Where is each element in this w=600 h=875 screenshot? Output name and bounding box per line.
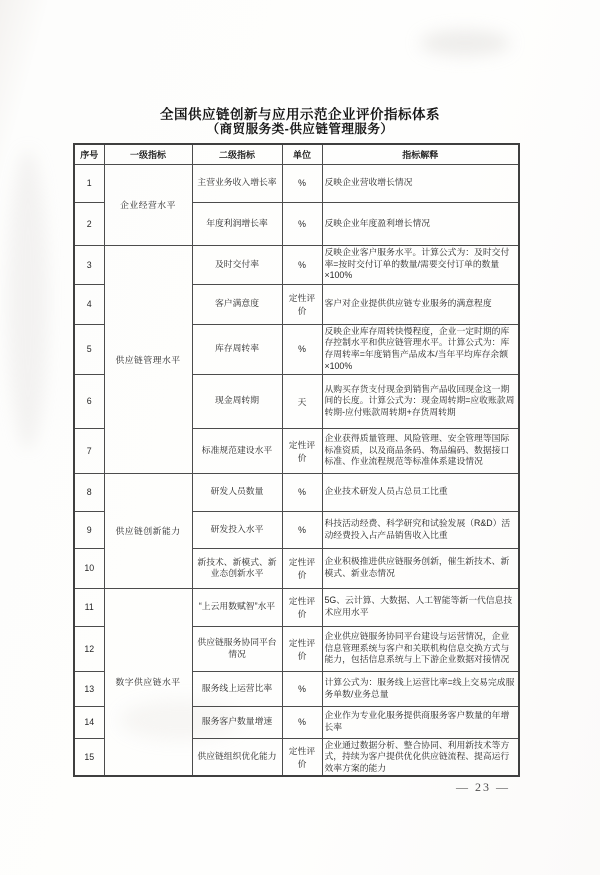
explanation-cell: 科技活动经费、科学研究和试验发展（R&D）活动经费投入占产品销售收入比重 [322, 511, 519, 548]
explanation-cell: 企业技术研发人员占总员工比重 [322, 473, 519, 511]
row-number-cell: 2 [74, 202, 104, 245]
table-row [74, 245, 519, 284]
level2-indicator-cell: 标准规范建设水平 [192, 428, 282, 473]
table-row [74, 473, 519, 511]
level1-indicator-cell: 供应链创新能力 [104, 473, 192, 588]
unit-cell: 定性评价 [282, 626, 322, 671]
explanation-cell: 从购买存货支付现金到销售产品收回现金这一期间的长度。计算公式为：现金周转期=应收账款周转期-应付账款周转期+存货周转期 [322, 374, 519, 428]
scan-smudge [420, 30, 510, 56]
unit-cell: 定性评价 [282, 284, 322, 324]
row-number-cell: 3 [74, 245, 104, 284]
explanation-cell: 反映企业客户服务水平。计算公式为：及时交付率=按时交付订单的数量/需要交付订单的数量×100% [322, 245, 519, 284]
header-level2: 二级指标 [192, 144, 282, 164]
header-explanation: 指标解释 [322, 144, 519, 164]
level2-indicator-cell: 服务线上运营比率 [192, 671, 282, 706]
row-number-cell: 1 [74, 164, 104, 202]
row-number-cell: 4 [74, 284, 104, 324]
unit-cell: % [282, 473, 322, 511]
unit-cell: 天 [282, 374, 322, 428]
unit-cell: 定性评价 [282, 738, 322, 776]
header-level1: 一级指标 [104, 144, 192, 164]
unit-cell: % [282, 164, 322, 202]
unit-cell: % [282, 511, 322, 548]
unit-cell: % [282, 324, 322, 374]
row-number-cell: 7 [74, 428, 104, 473]
explanation-cell: 反映企业年度盈利增长情况 [322, 202, 519, 245]
explanation-cell: 企业积极推进供应链服务创新，催生新技术、新模式、新业态情况 [322, 548, 519, 588]
row-number-cell: 9 [74, 511, 104, 548]
level2-indicator-cell: 研发人员数量 [192, 473, 282, 511]
level2-indicator-cell: 供应链组织优化能力 [192, 738, 282, 776]
header-no: 序号 [74, 144, 104, 164]
unit-cell: % [282, 706, 322, 738]
level2-indicator-cell: 供应链服务协同平台情况 [192, 626, 282, 671]
row-number-cell: 14 [74, 706, 104, 738]
explanation-cell: 5G、云计算、大数据、人工智能等新一代信息技术应用水平 [322, 588, 519, 626]
row-number-cell: 6 [74, 374, 104, 428]
unit-cell: 定性评价 [282, 428, 322, 473]
title-line-2: （商贸服务类-供应链管理服务） [206, 122, 394, 136]
header-unit: 单位 [282, 144, 322, 164]
level2-indicator-cell: 及时交付率 [192, 245, 282, 284]
explanation-cell: 客户对企业提供供应链专业服务的满意程度 [322, 284, 519, 324]
row-number-cell: 8 [74, 473, 104, 511]
unit-cell: % [282, 202, 322, 245]
level2-indicator-cell: 年度利润增长率 [192, 202, 282, 245]
document-title [0, 107, 600, 136]
row-number-cell: 13 [74, 671, 104, 706]
explanation-cell: 反映企业库存周转快慢程度，企业一定时期的库存控制水平和供应链管理水平。计算公式为：库存周转率=年度销售产品成本/当年平均库存余额×100% [322, 324, 519, 374]
unit-cell: 定性评价 [282, 588, 322, 626]
scan-smudge [8, 150, 48, 450]
level2-indicator-cell: 服务客户数量增速 [192, 706, 282, 738]
page-number: — 23 — [456, 780, 510, 794]
level2-indicator-cell: 客户满意度 [192, 284, 282, 324]
level2-indicator-cell: 现金周转期 [192, 374, 282, 428]
explanation-cell: 企业通过数据分析、整合协同、利用新技术等方式，持续为客户提供优化供应链流程、提高运行效率方案的能力 [322, 738, 519, 776]
row-number-cell: 12 [74, 626, 104, 671]
row-number-cell: 5 [74, 324, 104, 374]
explanation-cell: 企业作为专业化服务提供商服务客户数量的年增长率 [322, 706, 519, 738]
unit-cell: % [282, 245, 322, 284]
level1-indicator-cell: 供应链管理水平 [104, 245, 192, 473]
row-number-cell: 15 [74, 738, 104, 776]
row-number-cell: 11 [74, 588, 104, 626]
level1-indicator-cell: 企业经营水平 [104, 164, 192, 245]
level1-indicator-cell: 数字供应链水平 [104, 588, 192, 776]
explanation-cell: 企业获得质量管理、风险管理、安全管理等国际标准资质，以及商品条码、物品编码、数据接口标准、作业流程规范等标准体系建设情况 [322, 428, 519, 473]
unit-cell: 定性评价 [282, 548, 322, 588]
level2-indicator-cell: 研发投入水平 [192, 511, 282, 548]
level2-indicator-cell: 新技术、新模式、新业态创新水平 [192, 548, 282, 588]
level2-indicator-cell: 库存周转率 [192, 324, 282, 374]
table-row [74, 164, 519, 202]
explanation-cell: 企业供应链服务协同平台建设与运营情况，企业信息管理系统与客户和关联机构信息交换方式与能力，包括信息系统与上下游企业数据对接情况 [322, 626, 519, 671]
table-header-row [74, 144, 519, 164]
level2-indicator-cell: 主营业务收入增长率 [192, 164, 282, 202]
explanation-cell: 反映企业营收增长情况 [322, 164, 519, 202]
indicator-table [73, 143, 520, 777]
explanation-cell: 计算公式为：服务线上运营比率=线上交易完成服务单数/业务总量 [322, 671, 519, 706]
level2-indicator-cell: “上云用数赋智”水平 [192, 588, 282, 626]
table-row [74, 588, 519, 626]
unit-cell: % [282, 671, 322, 706]
row-number-cell: 10 [74, 548, 104, 588]
title-line-1: 全国供应链创新与应用示范企业评价指标体系 [160, 107, 440, 122]
